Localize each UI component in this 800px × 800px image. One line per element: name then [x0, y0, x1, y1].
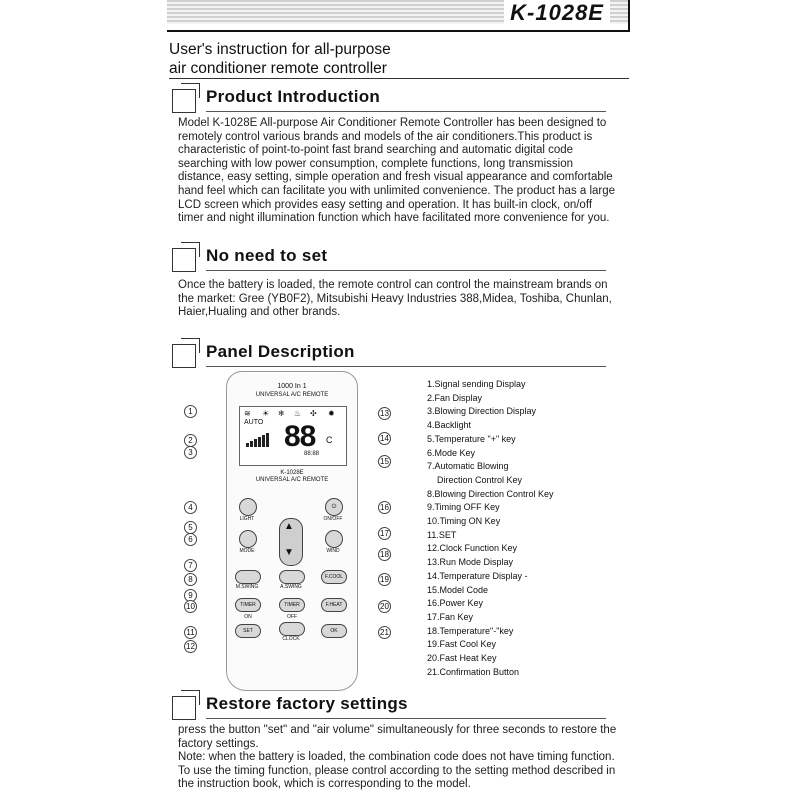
section-heading-restore — [172, 690, 632, 722]
heat-icon: ✹ — [328, 409, 335, 418]
callout-marker: 14 — [378, 432, 391, 445]
document-title — [169, 40, 391, 78]
key-list-item: 14.Temperature Display - — [427, 570, 528, 581]
key-list-item: 11.SET — [427, 529, 457, 540]
remote-model-line-1: K-1028E — [280, 470, 304, 476]
title-line-1: User's instruction for all-purpose — [169, 41, 391, 58]
aswing-label: A.SWING — [280, 584, 302, 590]
key-list-item: 2.Fan Display — [427, 392, 483, 403]
fcool-button[interactable]: F.COOL — [321, 570, 347, 584]
lcd-screen — [239, 406, 347, 466]
remote-brand-line-1: 1000 In 1 — [277, 383, 307, 390]
key-list-item: 17.Fan Key — [427, 611, 474, 622]
wind-button[interactable] — [325, 530, 343, 548]
key-list-item: 13.Run Mode Display — [427, 557, 514, 568]
wind-label: WIND — [326, 548, 340, 554]
heading-box-icon — [172, 89, 196, 113]
section-title: Panel Description — [206, 342, 355, 361]
callout-marker: 17 — [378, 527, 391, 540]
noset-paragraph: Once the battery is loaded, the remote control can control the mainstream brands on the market: Gree (YB0F2), Mitsubishi Heavy Industries 388,Midea, Toshiba, Chunlan, Haier,Hualing and other brands. — [178, 279, 612, 319]
callout-marker: 2 — [184, 434, 197, 447]
callout-marker: 12 — [184, 640, 197, 653]
key-list-item: 7.Automatic Blowing — [427, 461, 509, 472]
mode-button[interactable] — [239, 530, 257, 548]
key-list-item: 12.Clock Function Key — [427, 543, 518, 554]
mode-label: MODE — [239, 548, 255, 554]
remote-illustration — [226, 371, 358, 691]
callout-marker: 15 — [378, 455, 391, 468]
key-list-item: 5.Temperature "+" key — [427, 433, 516, 444]
section-title: Restore factory settings — [206, 694, 408, 713]
key-list-item: 15.Model Code — [427, 584, 489, 595]
section-title: No need to set — [206, 246, 328, 265]
heading-box-icon — [172, 344, 196, 368]
mswing-label: M.SWING — [235, 584, 259, 590]
key-list-item: 1.Signal sending Display — [427, 379, 526, 389]
lcd-clock: 88:88 — [304, 451, 320, 457]
lcd-auto-label: AUTO — [244, 419, 264, 426]
key-list-item: 9.Timing OFF Key — [427, 502, 500, 513]
arrow-down-icon: ▼ — [284, 547, 294, 558]
lcd-temperature: 88 — [284, 420, 316, 453]
key-list-item: 4.Backlight — [427, 420, 472, 431]
key-description-list — [427, 378, 554, 679]
restore-note-paragraph: Note: when the battery is loaded, the combination code does not have timing function. To use the timing function, please control according to the setting method described in the instruction book, which is corresponding to the model. — [178, 751, 616, 791]
mswing-button[interactable] — [235, 570, 261, 584]
drop-icon: ♨ — [294, 409, 302, 418]
remote-brand-line-2: UNIVERSAL A/C REMOTE — [255, 392, 329, 398]
fan-icon: ✣ — [310, 409, 317, 418]
key-list-item: 6.Mode Key — [427, 447, 476, 458]
section-heading-noset — [172, 242, 632, 274]
callout-marker: 9 — [184, 589, 197, 602]
section-divider — [206, 718, 606, 719]
restore-paragraph: press the button "set" and "air volume" simultaneously for three seconds to restore the factory settings. — [178, 724, 617, 750]
callout-marker: 10 — [184, 600, 197, 613]
light-label: LIGHT — [239, 516, 255, 522]
callout-marker: 8 — [184, 573, 197, 586]
set-button[interactable]: SET — [235, 624, 261, 638]
timer-off-button[interactable]: TIMER OFF — [279, 598, 305, 612]
callout-marker: 7 — [184, 559, 197, 572]
onoff-label: ON/OFF — [323, 516, 343, 522]
key-list-item: 8.Blowing Direction Control Key — [427, 488, 554, 499]
section-divider — [206, 270, 606, 271]
section-divider — [206, 111, 606, 112]
light-button[interactable] — [239, 498, 257, 516]
callout-marker: 1 — [184, 405, 197, 418]
section-divider — [206, 366, 606, 367]
heading-box-icon — [172, 248, 196, 272]
callout-marker: 18 — [378, 548, 391, 561]
callout-marker: 21 — [378, 626, 391, 639]
arrow-up-icon: ▲ — [284, 521, 294, 532]
lcd-unit: C — [326, 435, 333, 445]
signal-icon: ≋ — [244, 409, 251, 418]
key-list-item: 20.Fast Heat Key — [427, 653, 497, 664]
onoff-button[interactable]: ⏻ — [325, 498, 343, 516]
key-list-item: 10.Timing ON Key — [427, 516, 501, 527]
callout-marker: 5 — [184, 521, 197, 534]
title-line-2: air conditioner remote controller — [169, 60, 387, 77]
remote-model-line-2: UNIVERSAL A/C REMOTE — [255, 477, 329, 483]
key-list-item: 16.Power Key — [427, 598, 484, 609]
callout-marker: 3 — [184, 446, 197, 459]
timer-on-button[interactable]: TIMER ON — [235, 598, 261, 612]
sun-icon: ☀ — [262, 409, 270, 418]
clock-button[interactable] — [279, 622, 305, 636]
callout-marker: 20 — [378, 600, 391, 613]
key-list-item: 21.Confirmation Button — [427, 666, 520, 677]
callout-marker: 16 — [378, 501, 391, 514]
key-list-item: Direction Control Key — [437, 474, 523, 485]
aswing-button[interactable] — [279, 570, 305, 584]
section-heading-panel — [172, 338, 632, 370]
clock-label: CLOCK — [282, 636, 300, 642]
model-header-bar — [167, 0, 630, 32]
key-list-item: 3.Blowing Direction Display — [427, 406, 537, 417]
intro-paragraph: Model K-1028E All-purpose Air Conditioner Remote Controller has been designed to remotely control various brands and models of the air conditioners.This product is characteristic of point-to-point fast brand searching and automatic digital code searching with low power consumption, complete functions, long transmission distance, easy setting, simple operation and fresh visual appearance and comfortable hand feel which can facilitate you with unlimited convenience. The product has a large LCD screen which provides easy setting and operation. It has built-in clock, on/off timer and night illumination function which have facilitated more convenience for you. — [178, 117, 616, 225]
temperature-rocker-button[interactable] — [279, 518, 303, 566]
heading-box-icon — [172, 696, 196, 720]
model-code: K-1028E — [504, 0, 610, 26]
callout-marker: 4 — [184, 501, 197, 514]
snowflake-icon: ❄ — [278, 409, 285, 418]
callout-marker: 13 — [378, 407, 391, 420]
fheat-button[interactable]: F.HEAT — [321, 598, 347, 612]
callout-marker: 11 — [184, 626, 197, 639]
fan-level-bars — [246, 429, 270, 447]
ok-button[interactable]: OK — [321, 624, 347, 638]
key-list-item: 18.Temperature"-"key — [427, 625, 514, 636]
key-list-item: 19.Fast Cool Key — [427, 639, 497, 650]
section-heading-intro — [172, 83, 632, 115]
callout-marker: 6 — [184, 533, 197, 546]
callout-marker: 19 — [378, 573, 391, 586]
title-divider — [169, 78, 629, 79]
section-title: Product Introduction — [206, 87, 381, 106]
